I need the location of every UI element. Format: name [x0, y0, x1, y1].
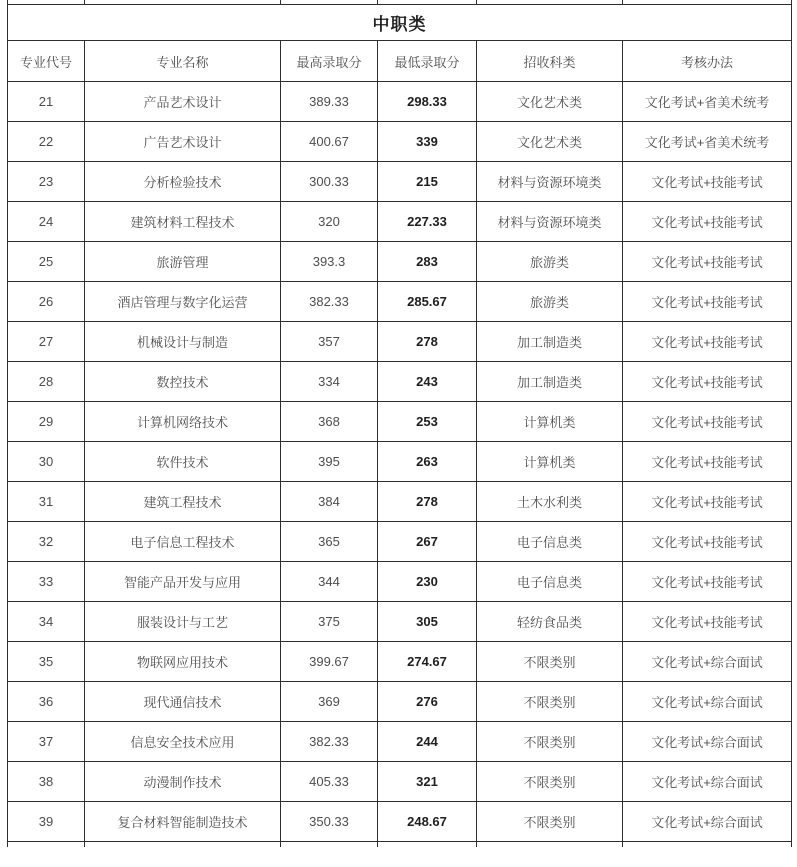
- col-header-max-score: 最高录取分: [281, 41, 378, 82]
- cell-min-score: 278: [378, 482, 477, 522]
- cell-min-score: 244: [378, 722, 477, 762]
- cropped-cell: [85, 842, 281, 848]
- cell-max-score: 320: [281, 202, 378, 242]
- cell-method: 文化考试+省美术统考: [623, 122, 792, 162]
- cell-major-name: 电子信息工程技术: [85, 522, 281, 562]
- cell-major-name: 物联网应用技术: [85, 642, 281, 682]
- cell-major-code: 34: [8, 602, 85, 642]
- cell-max-score: 375: [281, 602, 378, 642]
- cell-min-score: 230: [378, 562, 477, 602]
- cell-category: 电子信息类: [477, 522, 623, 562]
- cell-max-score: 300.33: [281, 162, 378, 202]
- cell-major-code: 36: [8, 682, 85, 722]
- cell-major-name: 现代通信技术: [85, 682, 281, 722]
- cell-major-code: 39: [8, 802, 85, 842]
- cell-max-score: 393.3: [281, 242, 378, 282]
- cell-major-code: 23: [8, 162, 85, 202]
- cell-max-score: 365: [281, 522, 378, 562]
- col-header-category: 招收科类: [477, 41, 623, 82]
- cell-method: 文化考试+技能考试: [623, 162, 792, 202]
- cell-max-score: 382.33: [281, 722, 378, 762]
- cell-category: 加工制造类: [477, 322, 623, 362]
- cell-method: 文化考试+综合面试: [623, 642, 792, 682]
- cell-major-name: 机械设计与制造: [85, 322, 281, 362]
- cell-method: 文化考试+技能考试: [623, 202, 792, 242]
- cell-min-score: 215: [378, 162, 477, 202]
- cell-category: 材料与资源环境类: [477, 162, 623, 202]
- cell-method: 文化考试+技能考试: [623, 522, 792, 562]
- col-header-major-name: 专业名称: [85, 41, 281, 82]
- table-row: [8, 162, 792, 202]
- cell-min-score: 248.67: [378, 802, 477, 842]
- cell-method: 文化考试+技能考试: [623, 442, 792, 482]
- cell-major-name: 产品艺术设计: [85, 82, 281, 122]
- cell-min-score: 283: [378, 242, 477, 282]
- cell-max-score: 405.33: [281, 762, 378, 802]
- col-header-method: 考核办法: [623, 41, 792, 82]
- cell-method: 文化考试+综合面试: [623, 802, 792, 842]
- table-row: [8, 242, 792, 282]
- cell-method: 文化考试+综合面试: [623, 762, 792, 802]
- cell-major-name: 软件技术: [85, 442, 281, 482]
- cell-major-name: 广告艺术设计: [85, 122, 281, 162]
- cell-major-code: 35: [8, 642, 85, 682]
- cropped-cell: [477, 842, 623, 848]
- cell-max-score: 400.67: [281, 122, 378, 162]
- cell-major-name: 服装设计与工艺: [85, 602, 281, 642]
- cell-min-score: 278: [378, 322, 477, 362]
- cell-category: 不限类别: [477, 722, 623, 762]
- cell-major-name: 计算机网络技术: [85, 402, 281, 442]
- cell-min-score: 253: [378, 402, 477, 442]
- table-header-row: [8, 41, 792, 82]
- cell-major-name: 建筑工程技术: [85, 482, 281, 522]
- cell-min-score: 285.67: [378, 282, 477, 322]
- table-row: [8, 282, 792, 322]
- cell-major-code: 32: [8, 522, 85, 562]
- cell-major-code: 22: [8, 122, 85, 162]
- cropped-cell: [8, 842, 85, 848]
- cell-method: 文化考试+技能考试: [623, 562, 792, 602]
- cell-major-name: 复合材料智能制造技术: [85, 802, 281, 842]
- cell-method: 文化考试+综合面试: [623, 682, 792, 722]
- cell-method: 文化考试+技能考试: [623, 242, 792, 282]
- cell-category: 文化艺术类: [477, 82, 623, 122]
- cell-method: 文化考试+技能考试: [623, 482, 792, 522]
- table-row: [8, 682, 792, 722]
- cell-max-score: 399.67: [281, 642, 378, 682]
- table-title: 中职类: [8, 5, 792, 41]
- table-row: [8, 562, 792, 602]
- admission-score-table: [7, 0, 792, 847]
- cell-min-score: 298.33: [378, 82, 477, 122]
- cell-min-score: 274.67: [378, 642, 477, 682]
- cell-min-score: 227.33: [378, 202, 477, 242]
- cell-category: 计算机类: [477, 442, 623, 482]
- table-row: [8, 762, 792, 802]
- cell-major-code: 28: [8, 362, 85, 402]
- cropped-cell: [623, 842, 792, 848]
- cropped-cell: [281, 842, 378, 848]
- cropped-row-bottom: [8, 842, 792, 848]
- table-row: [8, 202, 792, 242]
- cell-major-name: 分析检验技术: [85, 162, 281, 202]
- cell-category: 材料与资源环境类: [477, 202, 623, 242]
- cell-category: 电子信息类: [477, 562, 623, 602]
- cell-category: 旅游类: [477, 282, 623, 322]
- cell-category: 轻纺食品类: [477, 602, 623, 642]
- cell-max-score: 350.33: [281, 802, 378, 842]
- cell-major-name: 旅游管理: [85, 242, 281, 282]
- cell-major-name: 信息安全技术应用: [85, 722, 281, 762]
- table-row: [8, 642, 792, 682]
- table-title-row: [8, 5, 792, 41]
- cell-method: 文化考试+技能考试: [623, 402, 792, 442]
- cell-max-score: 357: [281, 322, 378, 362]
- cell-min-score: 267: [378, 522, 477, 562]
- table-row: [8, 802, 792, 842]
- cell-category: 旅游类: [477, 242, 623, 282]
- cell-major-name: 动漫制作技术: [85, 762, 281, 802]
- cell-category: 不限类别: [477, 642, 623, 682]
- cropped-cell: [378, 842, 477, 848]
- cell-min-score: 305: [378, 602, 477, 642]
- cell-min-score: 276: [378, 682, 477, 722]
- cell-max-score: 395: [281, 442, 378, 482]
- cell-major-code: 25: [8, 242, 85, 282]
- table-row: [8, 482, 792, 522]
- cell-major-code: 26: [8, 282, 85, 322]
- cell-method: 文化考试+技能考试: [623, 322, 792, 362]
- cell-method: 文化考试+省美术统考: [623, 82, 792, 122]
- cell-max-score: 389.33: [281, 82, 378, 122]
- cell-category: 加工制造类: [477, 362, 623, 402]
- cell-method: 文化考试+技能考试: [623, 362, 792, 402]
- cell-max-score: 368: [281, 402, 378, 442]
- cell-method: 文化考试+技能考试: [623, 602, 792, 642]
- cell-major-name: 智能产品开发与应用: [85, 562, 281, 602]
- cell-method: 文化考试+技能考试: [623, 282, 792, 322]
- cell-max-score: 344: [281, 562, 378, 602]
- table-row: [8, 82, 792, 122]
- cell-major-code: 37: [8, 722, 85, 762]
- cell-max-score: 384: [281, 482, 378, 522]
- cell-category: 土木水利类: [477, 482, 623, 522]
- cell-major-code: 29: [8, 402, 85, 442]
- cell-major-code: 33: [8, 562, 85, 602]
- cell-min-score: 339: [378, 122, 477, 162]
- cell-max-score: 382.33: [281, 282, 378, 322]
- cell-category: 不限类别: [477, 802, 623, 842]
- cell-max-score: 334: [281, 362, 378, 402]
- cell-category: 文化艺术类: [477, 122, 623, 162]
- table-row: [8, 602, 792, 642]
- table-row: [8, 322, 792, 362]
- cell-major-code: 24: [8, 202, 85, 242]
- cell-major-name: 酒店管理与数字化运营: [85, 282, 281, 322]
- cell-min-score: 243: [378, 362, 477, 402]
- col-header-min-score: 最低录取分: [378, 41, 477, 82]
- cell-major-name: 建筑材料工程技术: [85, 202, 281, 242]
- cell-category: 计算机类: [477, 402, 623, 442]
- cell-major-code: 30: [8, 442, 85, 482]
- cell-min-score: 263: [378, 442, 477, 482]
- cell-method: 文化考试+综合面试: [623, 722, 792, 762]
- cell-major-code: 21: [8, 82, 85, 122]
- cell-major-code: 27: [8, 322, 85, 362]
- table-row: [8, 362, 792, 402]
- col-header-major-code: 专业代号: [8, 41, 85, 82]
- cell-major-code: 31: [8, 482, 85, 522]
- cell-major-name: 数控技术: [85, 362, 281, 402]
- table-row: [8, 722, 792, 762]
- table-row: [8, 122, 792, 162]
- cell-category: 不限类别: [477, 762, 623, 802]
- cell-category: 不限类别: [477, 682, 623, 722]
- cell-major-code: 38: [8, 762, 85, 802]
- cell-max-score: 369: [281, 682, 378, 722]
- table-row: [8, 522, 792, 562]
- table-row: [8, 402, 792, 442]
- cell-min-score: 321: [378, 762, 477, 802]
- table-row: [8, 442, 792, 482]
